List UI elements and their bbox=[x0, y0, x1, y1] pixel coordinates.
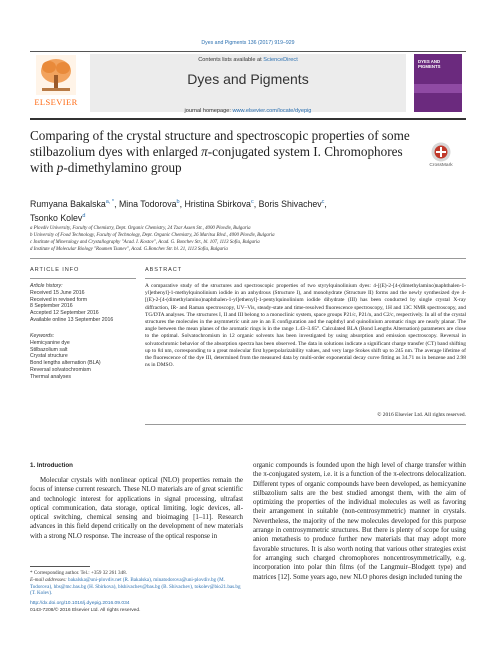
history-item: Received 15 June 2016 bbox=[30, 289, 85, 296]
abstract-rule bbox=[145, 278, 466, 279]
elsevier-tree-icon bbox=[36, 55, 76, 95]
footnotes bbox=[30, 570, 243, 597]
sciencedirect-link[interactable]: ScienceDirect bbox=[263, 57, 298, 63]
journal-homepage-line bbox=[90, 108, 406, 114]
abstract-text: A comparative study of the structures and spectroscopic properties of two styrylquinolinium dyes: 4-[(E)-2-[4-(dimethylamino)naphthalen-1-yl]ethenyl]-1-methylquinolinium iodide in an anhydrous (Structure I), and monohydrate (Structure II) forms and the newly synthesized dye 4-[(E)-2-[4-(dimethylamino)naphthalen-1-yl]ethenyl]-1-pentylquinolinium iodide dihydrate (III) has been conducted by single crystal X-ray diffraction, IR- and Raman spectroscopy, UV–Vis, steady-state and time-resolved fluorescence spectroscopy, 1H and 13C NMR spectroscopy, and TG/DTA analyses. The structures I, II and III belong to a monoclinic system, space groups P21/c, P21/n, and C2/c, respectively. In all of the crystal structures the molecules in the asymmetric unit are in an E configuration and the naphthyl and quinolinium aromatic rings are nearly planar. The angle between the mean planes of the aromatic rings is in the range 1.43–3.65°. Calculated BLA (Bond Lengths Alternation) parameters are close to the optimal. Solvatochromism in 12 organic solvents has been investigated by using absorption and emission spectroscopy. Reversal in solvatochromic behavior of the absorption spectra has been observed. The data in solutions indicate a significant charge transfer (CT) band shifting up to 84 nm, corresponding to a great molecular first hyperpolarizability values, and very large Stokes shift up to 245 nm. The average lifetime of the fluorescence of the dye III, determined from the measured data by multi-order exponential decay curve fitting as 34.71 ns in benzene and 2.98 ns in DMSO. bbox=[145, 283, 466, 369]
crossmark-button[interactable] bbox=[421, 142, 467, 172]
title-part-1: Comparing of the crystal structure and spectroscopic properties of some stilbazolium dyes with enlarged bbox=[30, 128, 410, 159]
author-5[interactable]: Tsonko Kolev$^d$ bbox=[30, 212, 86, 223]
keyword-item: Hemicyanine dye bbox=[30, 339, 70, 346]
section-separator bbox=[30, 258, 466, 259]
journal-title: Dyes and Pigments bbox=[187, 71, 309, 87]
article-info-rule bbox=[30, 278, 136, 279]
keywords-label: Keywords: bbox=[30, 333, 55, 339]
keyword-item: Stilbazolium salt bbox=[30, 346, 68, 353]
issn-line: 0143-7208/© 2016 Elsevier Ltd. All rights reserved. bbox=[30, 607, 141, 613]
journal-header bbox=[30, 51, 466, 115]
footnote-rule bbox=[30, 566, 90, 567]
author-1[interactable]: Rumyana Bakalska$^{a, *}$ bbox=[30, 198, 115, 209]
header-top-rule bbox=[30, 51, 466, 52]
cover-band bbox=[414, 84, 462, 93]
keyword-item: Reversal solvatochromism bbox=[30, 366, 91, 373]
contents-prefix: Contents lists available at bbox=[198, 57, 264, 63]
history-item: Accepted 12 September 2016 bbox=[30, 310, 99, 317]
author-4[interactable]: Boris Shivachev$^c$ bbox=[258, 198, 325, 209]
article-history bbox=[30, 283, 136, 324]
crossmark-icon bbox=[431, 142, 451, 162]
header-bottom-rule bbox=[30, 118, 466, 120]
title-p: p bbox=[56, 160, 64, 175]
title-pi: π bbox=[201, 144, 208, 159]
abstract-bottom-rule bbox=[145, 424, 466, 425]
article-history-label: Article history: bbox=[30, 283, 63, 289]
homepage-link[interactable]: www.elsevier.com/locate/dyepig bbox=[232, 108, 312, 114]
elsevier-logo[interactable] bbox=[30, 55, 82, 109]
author-2[interactable]: Mina Todorova$^b$ bbox=[118, 198, 180, 209]
cover-title: DYES AND PIGMENTS bbox=[418, 59, 441, 69]
affiliation-d: d Institute of Molecular Biology "Roumen Tsanev", Acad. G.Bonchev Str. bl. 21, 1113 Sofia, Bulgaria bbox=[30, 247, 228, 252]
introduction-heading: 1. Introduction bbox=[30, 462, 73, 469]
title-part-3: -dimethylamino group bbox=[63, 160, 182, 175]
keyword-item: Thermal analyses bbox=[30, 373, 71, 380]
email-note bbox=[30, 577, 243, 597]
corresponding-author-note: * Corresponding author. Tel.: +359 32 261 348. bbox=[30, 570, 127, 576]
intro-column-2: organic compounds is founded upon the high level of charge transfer within the π-conjugated system, i.e. it is a function of the π-electrons delocalization. Different types of organic compounds have been developed, as hemicyanine stilbazolium salts are the best studied amongst them, with the aim of optimizing the properties of the individual molecules as well as favoring their arrangement in suitable (non-centrosymmetric) manner in crystals. Nevertheless, the majority of the new molecules developed for this purpose arrange in centrosymmetric structures. But there is plenty of scope for using anion metathesis to produce further new materials that may adopt more favorable structures. It is also worth noting that various other strategies exist for arranging such charged chromophores noncentrosymmetrically, e.g. incorporation into polar thin films (of the Langmuir–Blodgett type) and matrices [12]. Some years ago, new NLO phores design included tuning the bbox=[253, 462, 466, 581]
author-3[interactable]: Hristina Sbirkova$^c$ bbox=[184, 198, 254, 209]
title-part-2: -conjugated system I. Chromophores with bbox=[30, 144, 403, 175]
intro-column-1: Molecular crystals with nonlinear optical (NLO) properties remain the focus of intense current research. These NLO materials are of great scientific and technologic interest for applications in signal processing, ultrafast optical communication, data storage, optical limiting, logic devices, all-optical switching, chemical sensing and bioimaging [1–11]. Research advances in this field depend critically on the development of new materials with a strong NLO response. The increase of the optical response in bbox=[30, 477, 243, 540]
affiliation-b: b University of Food Technology, Faculty of Technology, Dept. Organic Chemistry, 26 Maritsa Blvd., 4000 Plovdiv, Bulgaria bbox=[30, 233, 275, 238]
journal-cover-thumbnail[interactable] bbox=[414, 54, 462, 112]
homepage-prefix: journal homepage: bbox=[184, 108, 233, 114]
doi-link[interactable]: http://dx.doi.org/10.1016/j.dyepig.2016.09.034 bbox=[30, 601, 130, 606]
crossmark-label: CrossMark bbox=[429, 163, 453, 168]
history-item: Received in revised form bbox=[30, 296, 88, 303]
keyword-item: Bond lengths alternation (BLA) bbox=[30, 360, 101, 367]
keyword-item: Crystal structure bbox=[30, 353, 68, 360]
email-addresses[interactable]: bakalska@uni-plovdiv.net (R. Bakalska), minatodorova@uni-plovdiv.bg (M. Todorova), hbs@mc.bas.bg (H. Sbirkova), blshivachev@bas.bg (B. Shivachev), tokolev@bio21.bas.bg (T. Kolev). bbox=[30, 576, 241, 597]
article-title bbox=[30, 128, 410, 176]
history-item: 8 September 2016 bbox=[30, 303, 73, 310]
author-list: Rumyana Bakalska$^{a, *}$, Mina Todorova$^b$, Hristina Sbirkova$^c$, Boris Shivachev$^c$, Tsonko Kolev$^d$ bbox=[30, 198, 327, 223]
article-info-heading: ARTICLE INFO bbox=[30, 267, 80, 273]
affiliation-c: c Institute of Mineralogy and Crystallography "Acad. I. Kostov", Acad. G. Bonchev Str., bl. 107, 1113 Sofia, Bulgaria bbox=[30, 240, 260, 245]
history-item: Available online 13 September 2016 bbox=[30, 316, 114, 323]
article-meta bbox=[30, 601, 243, 614]
email-label: E-mail addresses: bbox=[30, 576, 67, 583]
journal-reference[interactable]: Dyes and Pigments 136 (2017) 919–929 bbox=[201, 40, 295, 46]
journal-masthead bbox=[90, 54, 406, 112]
affiliations bbox=[30, 225, 466, 253]
elsevier-wordmark: ELSEVIER bbox=[34, 97, 78, 107]
keywords bbox=[30, 333, 136, 381]
abstract-copyright: © 2016 Elsevier Ltd. All rights reserved. bbox=[377, 412, 466, 418]
abstract-heading: ABSTRACT bbox=[145, 267, 183, 273]
affiliation-a: a Plovdiv University, Faculty of Chemistry, Dept. Organic Chemistry, 24 Tzar Assen Str., 4000 Plovdiv, Bulgaria bbox=[30, 226, 251, 231]
contents-line bbox=[90, 57, 406, 63]
